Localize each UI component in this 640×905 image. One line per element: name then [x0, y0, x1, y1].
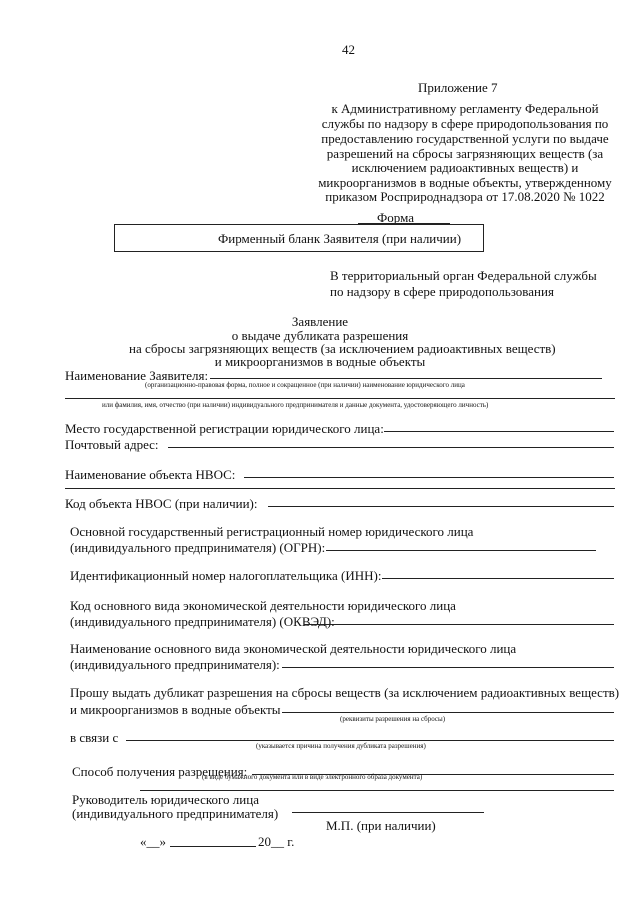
stamp-label: М.П. (при наличии) — [326, 818, 436, 833]
addressee-line: по надзору в сфере природопользования — [330, 284, 554, 299]
reason-label: в связи с — [70, 730, 119, 745]
request-text: и микроорганизмов в водные объекты — [70, 702, 281, 717]
nvos-name-label: Наименование объекта НВОС: — [65, 467, 236, 482]
appendix-line: приказом Росприроднадзора от 17.08.2020 № 1022 — [325, 189, 605, 204]
postal-address-label: Почтовый адрес: — [65, 437, 159, 452]
head-label: (индивидуального предпринимателя) — [72, 806, 279, 821]
date-year: 20__ г. — [258, 834, 295, 849]
okved-field[interactable] — [304, 624, 614, 625]
registration-place-field[interactable] — [384, 431, 614, 432]
head-label: Руководитель юридического лица — [72, 792, 259, 807]
nvos-code-label: Код объекта НВОС (при наличии): — [65, 496, 258, 511]
date-day: «__» — [140, 834, 166, 849]
inn-field[interactable] — [382, 578, 614, 579]
nvos-name-field[interactable] — [244, 477, 614, 478]
title-line: и микроорганизмов в водные объекты — [214, 354, 426, 369]
appendix-line: исключением радиоактивных веществ) и — [351, 160, 579, 175]
ogrn-field[interactable] — [326, 550, 596, 551]
registration-place-label: Место государственной регистрации юридического лица: — [65, 421, 384, 436]
activity-field[interactable] — [282, 667, 614, 668]
method-hint: (в виде бумажного документа или в виде электронного образа документа) — [202, 773, 423, 781]
permit-details-hint: (реквизиты разрешения на сбросы) — [340, 715, 446, 723]
method-field-extra[interactable] — [140, 790, 614, 791]
letterhead-label: Фирменный бланк Заявителя (при наличии) — [218, 231, 462, 246]
postal-address-field[interactable] — [168, 447, 614, 448]
appendix-line: предоставлению государственной услуги по выдаче — [321, 131, 609, 146]
signature-field[interactable] — [292, 812, 484, 813]
title-line: на сбросы загрязняющих веществ (за исключением радиоактивных веществ) — [129, 341, 556, 356]
nvos-name-field-extra[interactable] — [65, 488, 615, 489]
activity-label: (индивидуального предпринимателя): — [70, 657, 280, 672]
form-label: Форма — [377, 210, 414, 225]
appendix-title: Приложение 7 — [418, 80, 498, 95]
applicant-name-label: Наименование Заявителя: — [65, 368, 209, 383]
okved-label: (индивидуального предпринимателя) (ОКВЭД): — [70, 614, 335, 629]
okved-label: Код основного вида экономической деятельности юридического лица — [70, 598, 456, 613]
appendix-line: к Административному регламенту Федеральной — [331, 101, 599, 116]
applicant-hint: (организационно-правовая форма, полное и сокращенное (при наличии) наименование юридического лица — [145, 381, 465, 389]
reason-hint: (указывается причина получения дубликата разрешения) — [256, 742, 426, 750]
inn-label: Идентификационный номер налогоплательщика (ИНН): — [70, 568, 382, 583]
ogrn-label: (индивидуального предпринимателя) (ОГРН): — [70, 540, 326, 555]
title-line: о выдаче дубликата разрешения — [231, 328, 409, 343]
applicant-name-field[interactable] — [210, 378, 602, 379]
applicant-details-field[interactable] — [65, 398, 615, 399]
applicant-hint: или фамилия, имя, отчество (при наличии) индивидуального предпринимателя и данные документа, удостоверяющего личность) — [102, 401, 489, 409]
activity-label: Наименование основного вида экономической деятельности юридического лица — [70, 641, 517, 656]
request-text: Прошу выдать дубликат разрешения на сбросы веществ (за исключением радиоактивных веществ) — [70, 685, 620, 700]
date-month-field[interactable] — [170, 846, 256, 847]
ogrn-label: Основной государственный регистрационный номер юридического лица — [70, 524, 474, 539]
title-line: Заявление — [291, 314, 349, 329]
page-number: 42 — [342, 42, 355, 57]
method-label: Способ получения разрешения: — [72, 764, 248, 779]
appendix-line: микроорганизмов в водные объекты, утвержденному — [318, 175, 612, 190]
appendix-line: разрешений на сбросы загрязняющих веществ (за — [326, 146, 604, 161]
reason-field[interactable] — [126, 740, 614, 741]
nvos-code-field[interactable] — [268, 506, 614, 507]
appendix-line: службы по надзору в сфере природопользования по — [321, 116, 609, 131]
permit-details-field[interactable] — [282, 712, 614, 713]
addressee-line: В территориальный орган Федеральной службы — [330, 268, 597, 283]
